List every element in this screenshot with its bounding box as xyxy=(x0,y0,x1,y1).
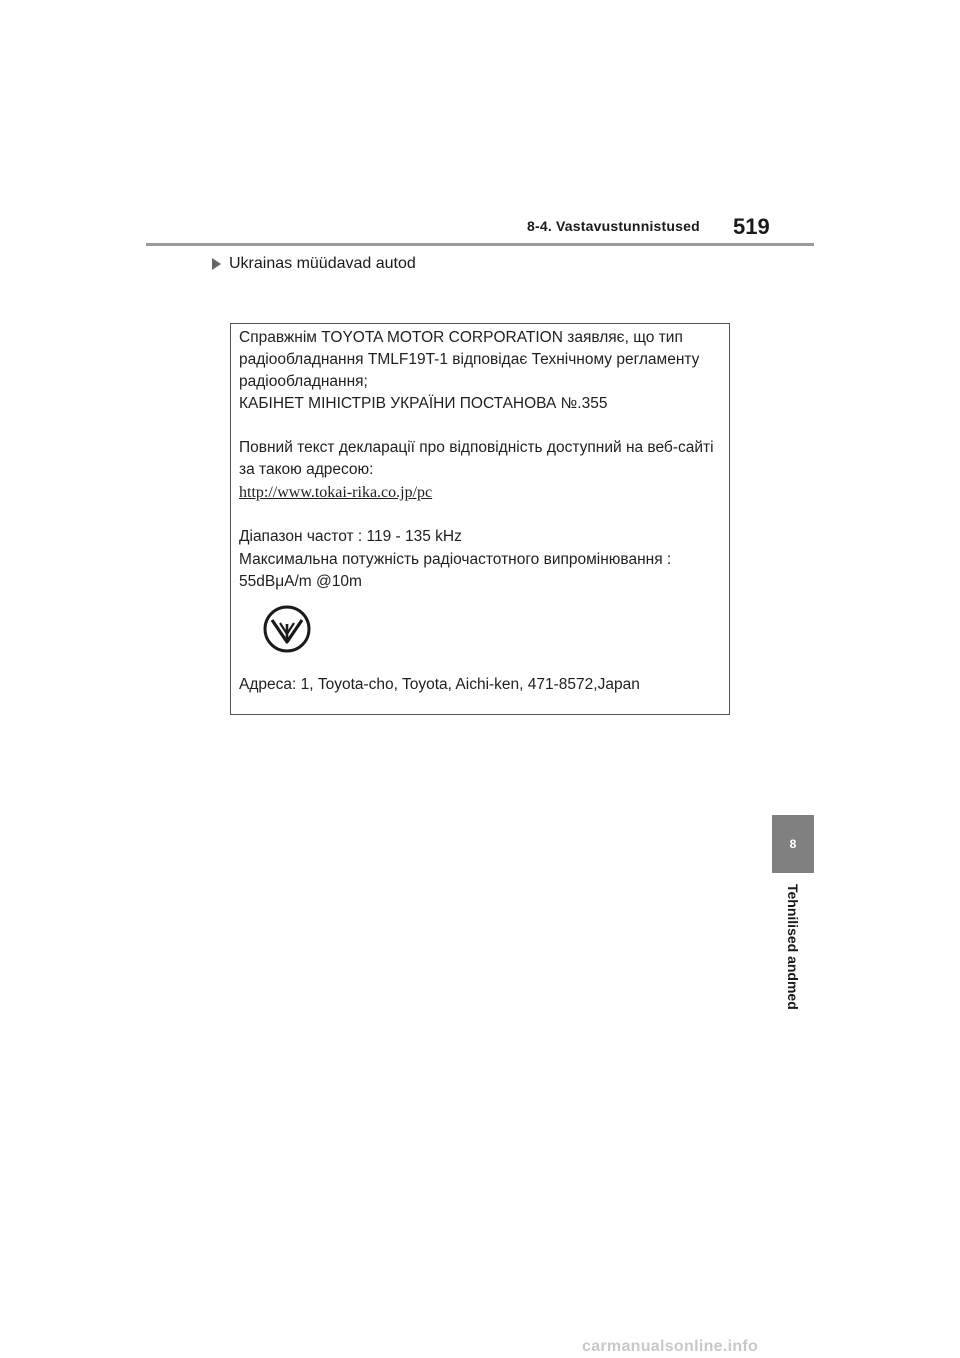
subsection-heading xyxy=(212,255,416,273)
declaration-line: Справжнім TOYOTA MOTOR CORPORATION заявляє, що тип xyxy=(239,329,683,346)
declaration-line: КАБІНЕТ МІНІСТРІВ УКРАЇНИ ПОСТАНОВА №.355 xyxy=(239,395,608,412)
declaration-line: за такою адресою: xyxy=(239,461,374,478)
declaration-line: Максимальна потужність радіочастотного випромінювання : xyxy=(239,551,672,568)
chapter-number: 8 xyxy=(789,837,797,851)
declaration-line: Діапазон частот : 119 - 135 kHz xyxy=(239,528,462,545)
declaration-line: радіообладнання TMLF19T-1 відповідає Технічному регламенту xyxy=(239,351,700,368)
declaration-line: Повний текст декларації про відповідність доступний на веб-сайті xyxy=(239,439,714,456)
declaration-line: 55dBμA/m @10m xyxy=(239,573,362,590)
section-title: 8-4. Vastavustunnistused xyxy=(527,218,700,234)
ukrainian-conformity-mark-icon xyxy=(262,604,312,654)
chapter-title: Tehnilised andmed xyxy=(785,884,801,1010)
chapter-tab xyxy=(772,815,814,873)
watermark: carmanualsonline.info xyxy=(582,1338,759,1355)
declaration-url-link[interactable]: http://www.tokai-rika.co.jp/pc xyxy=(239,484,433,501)
header-divider xyxy=(146,243,814,246)
page-number: 519 xyxy=(733,214,770,239)
declaration-line: радіообладнання; xyxy=(239,373,368,390)
declaration-address: Адреса: 1, Toyota-cho, Toyota, Aichi-ken, 471-8572,Japan xyxy=(239,676,640,693)
subsection-title: Ukrainas müüdavad autod xyxy=(229,255,416,272)
triangle-bullet-icon xyxy=(212,258,221,270)
declaration-box xyxy=(230,323,730,715)
